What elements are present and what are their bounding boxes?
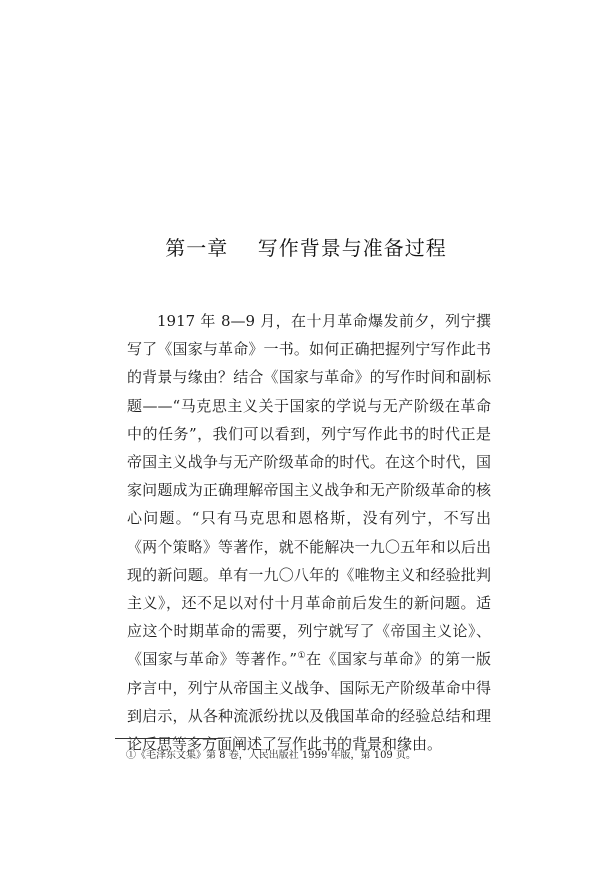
paragraph-text-part-2: 在《国家与革命》的第一版序言中，列宁从帝国主义战争、国际无产阶级革命中得到启示，从各种流派纷扰以及俄国革命的经验总结和理论反思等多方面阐述了写作此书的背景和缘由。 [127,650,491,754]
footnote-reference-marker: ① [297,651,307,662]
footnote: ①《毛泽东文集》第 8 卷，人民出版社 1999 年版，第 109 页。 [126,750,416,761]
paragraph-text-part-1: 1917 年 8—9 月，在十月革命爆发前夕，列宁撰写了《国家与革命》一书。如何正确把握列宁写作此书的背景与缘由？结合《国家与革命》的写作时间和副标题——“马克思主义关于国家的学说与无产阶级在革命中的任务”，我们可以看到，列宁写作此书的时代正是帝国主义战争与无产阶级革命的时代。在这个时代，国家问题成为正确理解帝国主义战争和无产阶级革命的核心问题。“只有马克思和恩格斯，没有列宁，不写出《两个策略》等著作，就不能解决一九〇五年和以后出现的新问题。单有一九〇八年的《唯物主义和经验批判主义》，还不足以对付十月革命前后发生的新问题。适应这个时期革命的需要，列宁就写了《帝国主义论》、《国家与革命》等著作。” [127,312,491,669]
footnote-divider [115,738,223,739]
chapter-title: 第一章 写作背景与准备过程 [165,236,447,260]
body-paragraph [127,307,491,758]
